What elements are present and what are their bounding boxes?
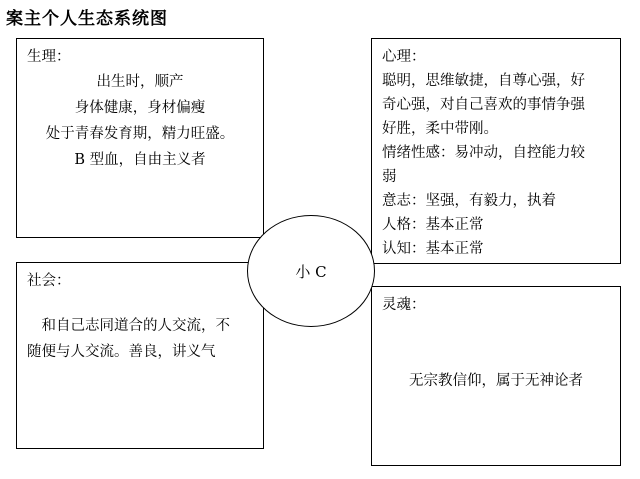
- psychology-line: 聪明，思维敏捷，自尊心强，好: [382, 73, 585, 89]
- society-line: 和自己志同道合的人交流，不: [41, 318, 230, 334]
- soul-box: [371, 286, 621, 466]
- physiology-line: 处于青春发育期，精力旺盛。: [45, 126, 235, 142]
- psychology-line: 认知：基本正常: [382, 241, 484, 257]
- diagram-title: 案主个人生态系统图: [6, 9, 168, 29]
- psychology-line: 人格：基本正常: [382, 217, 484, 233]
- center-node-label: 小 C: [295, 262, 327, 281]
- psychology-heading: 心理：: [382, 49, 426, 65]
- center-node-circle: [247, 215, 375, 327]
- soul-heading: 灵魂：: [382, 297, 426, 313]
- society-content: [27, 313, 253, 365]
- physiology-line: 出生时，顺产: [96, 74, 184, 90]
- society-box: [16, 262, 264, 449]
- psychology-line: 奇心强，对自己喜欢的事情争强: [382, 97, 585, 113]
- psychology-line: 好胜，柔中带刚。: [382, 121, 498, 137]
- psychology-box: [371, 38, 621, 264]
- physiology-content: [27, 69, 253, 173]
- psychology-line: 弱: [382, 169, 397, 185]
- physiology-box: [16, 38, 264, 238]
- society-heading: 社会：: [27, 273, 71, 289]
- psychology-line: 意志：坚强，有毅力，执着: [382, 193, 556, 209]
- psychology-line: 情绪性感：易冲动，自控能力较: [382, 145, 585, 161]
- physiology-line: B 型血，自由主义者: [74, 152, 206, 168]
- society-line: 随便与人交流。善良，讲义气: [27, 344, 216, 360]
- soul-text: 无宗教信仰，属于无神论者: [409, 373, 583, 389]
- physiology-line: 身体健康，身材偏瘦: [74, 100, 206, 116]
- physiology-heading: 生理：: [27, 49, 71, 65]
